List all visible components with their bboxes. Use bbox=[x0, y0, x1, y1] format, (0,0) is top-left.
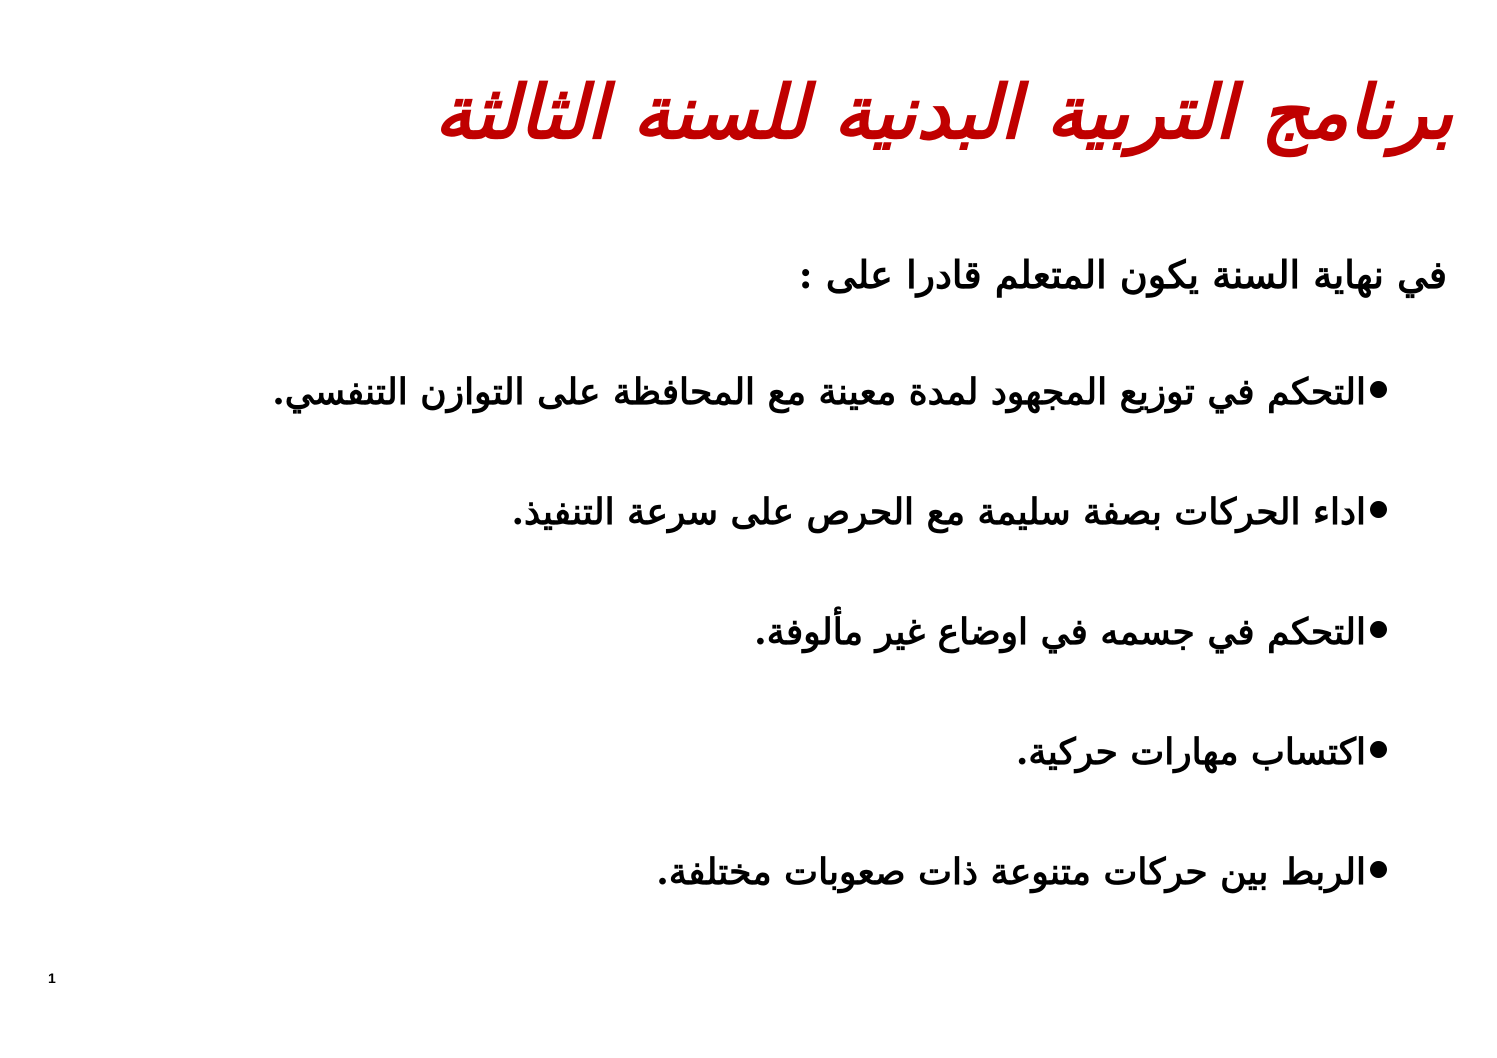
objective-text: اداء الحركات بصفة سليمة مع الحرص على سرعة التنفيذ. bbox=[511, 491, 1366, 533]
list-item bbox=[272, 596, 1387, 716]
objective-text: الربط بين حركات متنوعة ذات صعوبات مختلفة. bbox=[656, 851, 1366, 893]
bullet-icon bbox=[1370, 501, 1387, 518]
list-item bbox=[272, 836, 1387, 956]
list-item bbox=[272, 476, 1387, 596]
list-item bbox=[272, 716, 1387, 836]
page-number: 1 bbox=[48, 970, 56, 986]
objective-text: التحكم في توزيع المجهود لمدة معينة مع المحافظة على التوازن التنفسي. bbox=[272, 371, 1366, 413]
objective-text: التحكم في جسمه في اوضاع غير مألوفة. bbox=[754, 611, 1366, 653]
bullet-icon bbox=[1370, 741, 1387, 758]
objective-text: اكتساب مهارات حركية. bbox=[1015, 731, 1366, 773]
list-item bbox=[272, 356, 1387, 476]
bullet-icon bbox=[1370, 381, 1387, 398]
objectives-list bbox=[272, 356, 1387, 956]
page-title: برنامج التربية البدنية للسنة الثالثة bbox=[434, 70, 1453, 156]
bullet-icon bbox=[1370, 861, 1387, 878]
bullet-icon bbox=[1370, 621, 1387, 638]
intro-text: في نهاية السنة يكون المتعلم قادرا على : bbox=[798, 252, 1447, 297]
